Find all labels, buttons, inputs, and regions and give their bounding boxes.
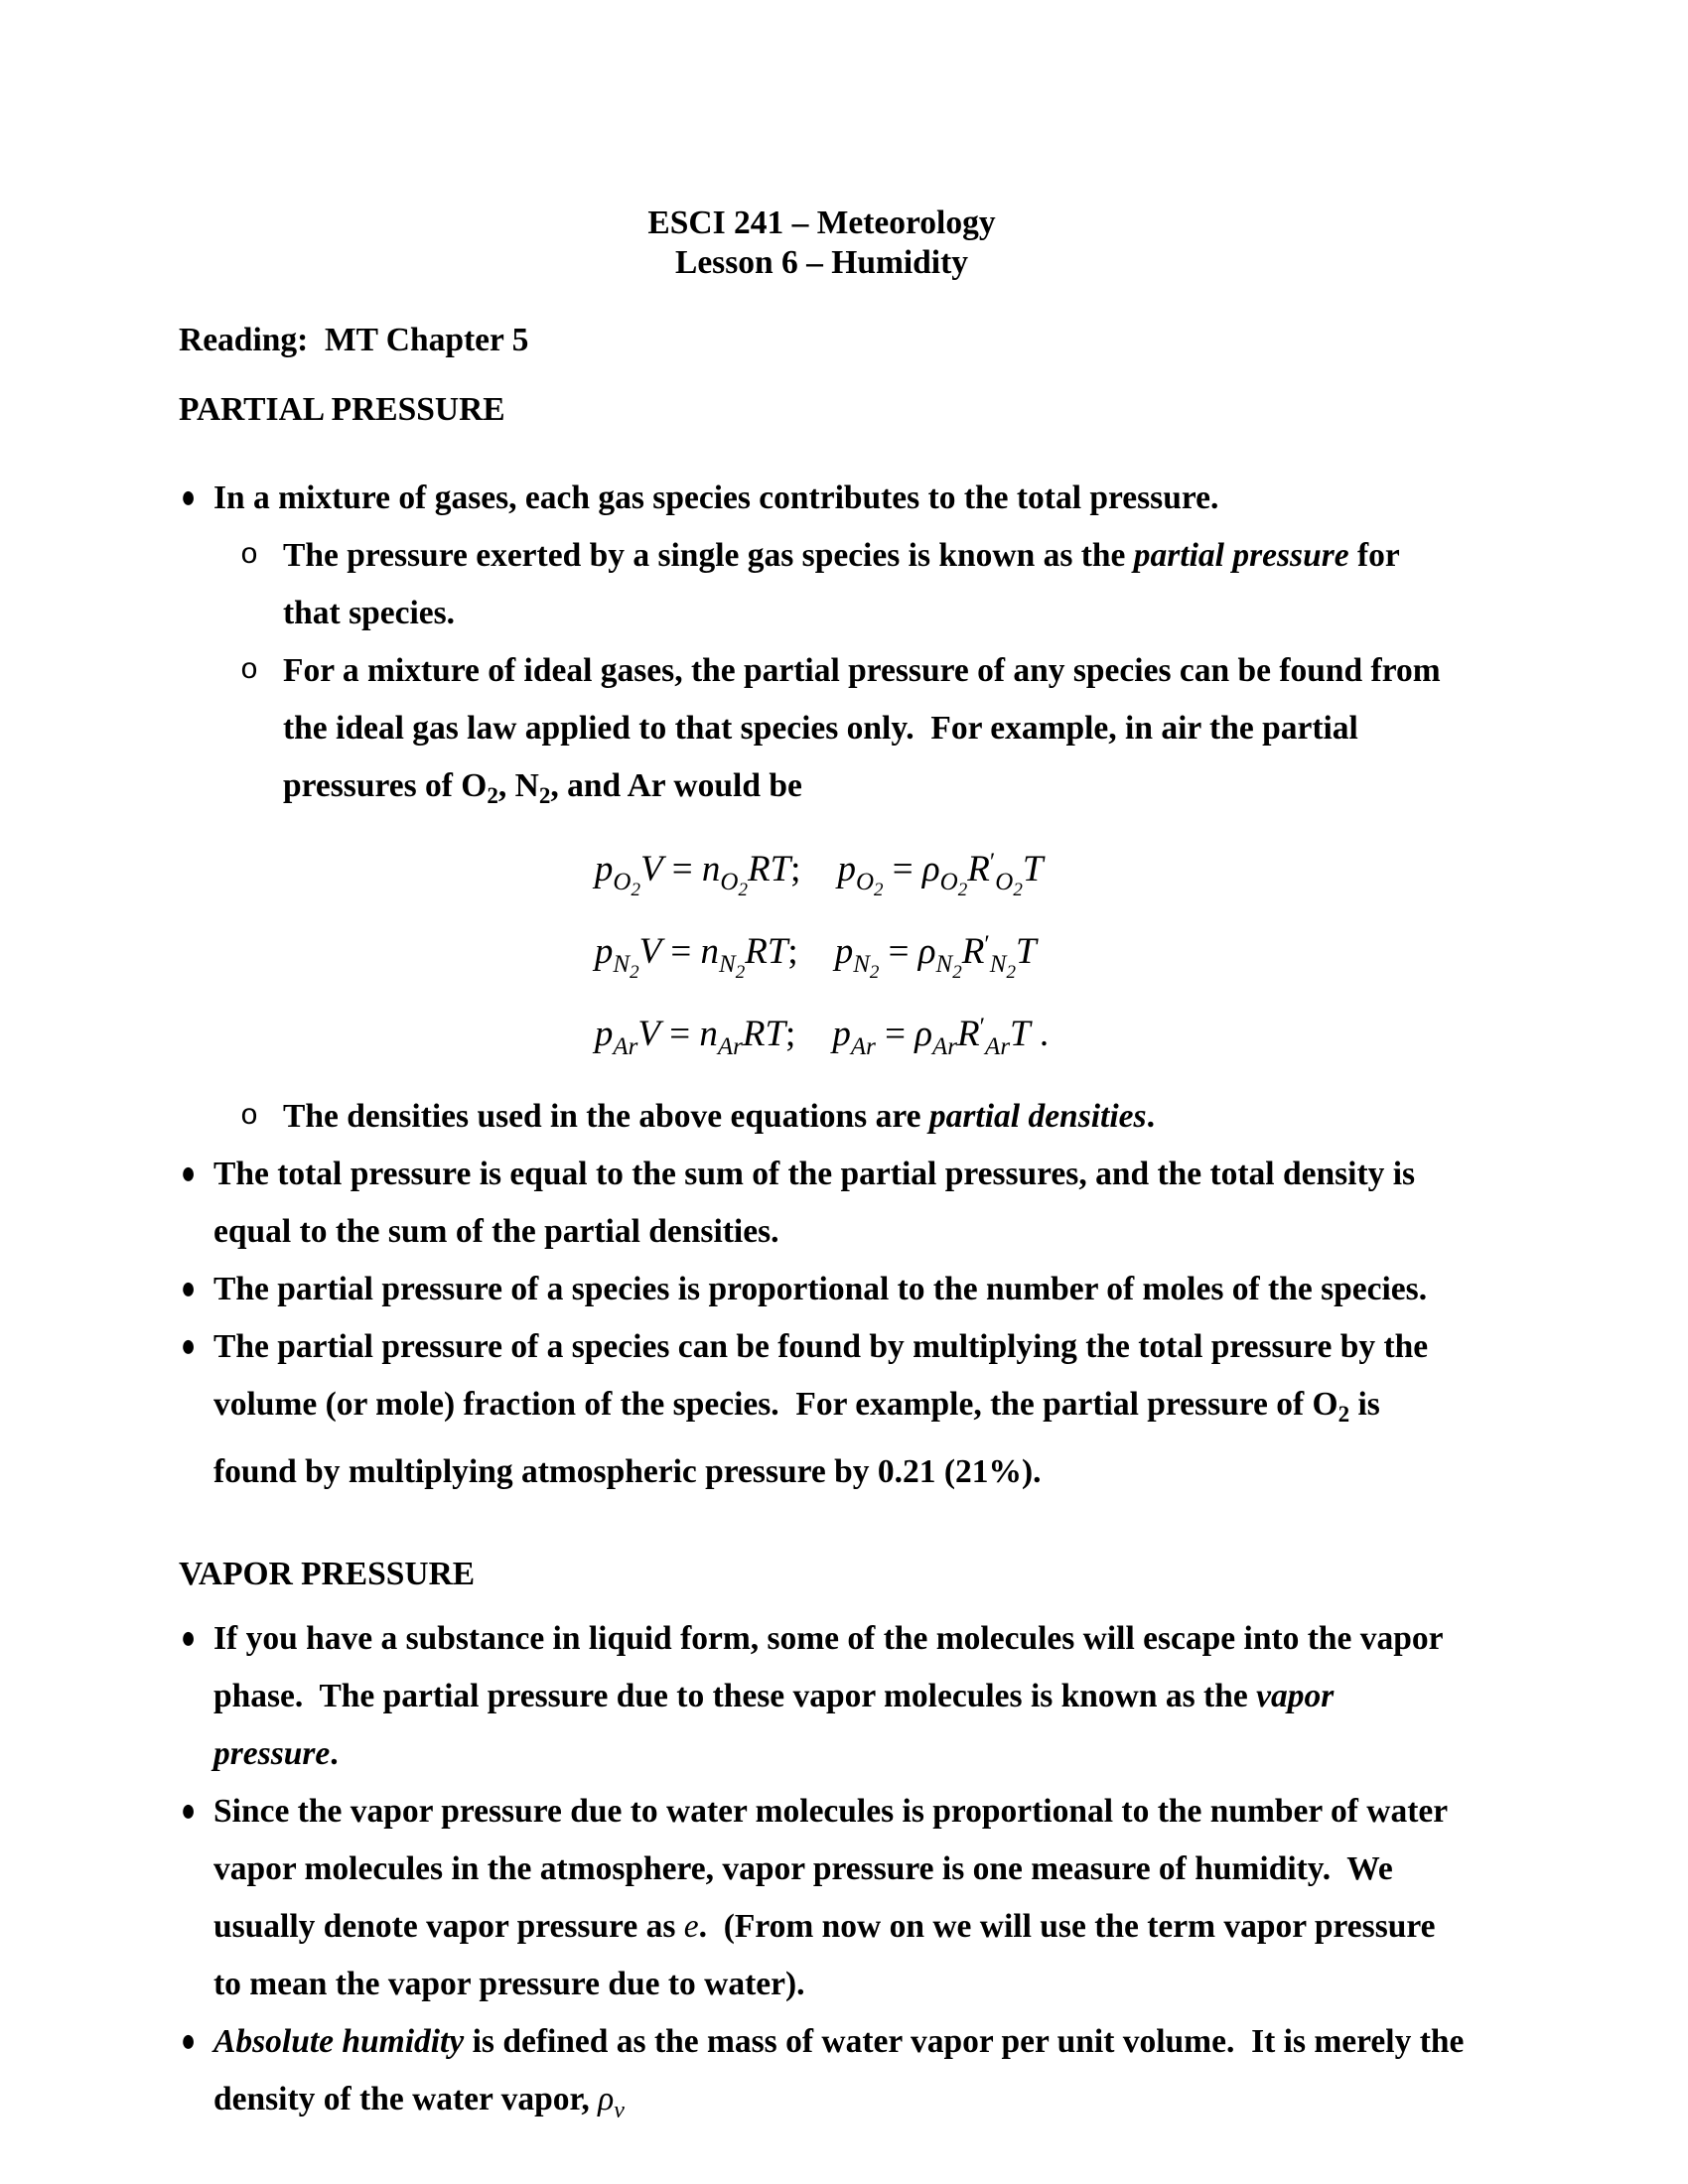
equation-token: T <box>1010 1014 1031 1054</box>
bullet-marker: ● <box>181 1620 197 1656</box>
section-blocks <box>179 1610 1465 2139</box>
sub-bullet-marker: o <box>240 654 259 688</box>
bullet-marker: ● <box>181 1156 197 1191</box>
equation-token: = <box>883 849 922 889</box>
equation-token: R <box>967 849 990 889</box>
bullet-marker: ● <box>181 479 197 515</box>
equation-token: O <box>939 869 958 895</box>
equation-group <box>595 835 1049 1074</box>
section-vapor-pressure <box>179 1555 1465 2139</box>
equation-token: ρ <box>921 849 940 889</box>
equation-token: p <box>837 849 856 889</box>
equation-token: ρ <box>914 1014 932 1054</box>
text-segment: v <box>614 2098 625 2123</box>
equation-token: O <box>720 869 739 895</box>
equation-token: n <box>700 931 720 972</box>
equation-token: N <box>935 951 953 978</box>
equation-token: 2 <box>1013 880 1023 900</box>
text-segment: . <box>330 1735 339 1772</box>
bullet-item <box>179 1146 1465 1261</box>
equation-token: = <box>879 931 918 972</box>
equation-token: ; <box>790 849 801 889</box>
text-segment: . (From now on we will use the term vapor pressure to mean the vapor pressure due to water). <box>213 1908 1436 2002</box>
equation-token: ; <box>785 1014 796 1054</box>
bullet-marker: ● <box>181 2023 197 2059</box>
section-partial-pressure <box>179 390 1465 1501</box>
equation-token: = <box>661 931 701 972</box>
text-segment: , and Ar would be <box>550 767 802 804</box>
equation-token: 2 <box>735 962 746 983</box>
equation-token: O <box>613 869 632 895</box>
equation-token: R <box>956 1014 980 1054</box>
equation-token: 2 <box>957 880 968 900</box>
reading-line: Reading: MT Chapter 5 <box>179 322 529 358</box>
text-segment: Absolute humidity <box>213 2023 465 2060</box>
equation-token: 2 <box>952 962 962 983</box>
text-segment: The total pressure is equal to the sum of the partial pressures, and the total density is equal to the sum of the partial densities. <box>213 1156 1416 1250</box>
equation-token: = <box>662 849 702 889</box>
text-segment: . <box>1146 1098 1155 1135</box>
equation-token: ρ <box>917 931 936 972</box>
equation-token: RT <box>747 849 791 889</box>
equation-token: RT <box>742 1014 786 1054</box>
text-segment: is defined as the mass of water vapor per unit volume. It is merely the density of the water vapor, <box>213 2023 1465 2117</box>
equation-token: p <box>834 931 854 972</box>
equation-token: 2 <box>874 880 884 900</box>
equation-token: Ar <box>850 1033 876 1060</box>
equation-token: ; <box>787 931 798 972</box>
equation-line <box>595 917 1049 1000</box>
equation-token: T <box>1022 849 1044 889</box>
bullet-marker: ● <box>181 1271 197 1306</box>
equation-token: N <box>719 951 736 978</box>
bullet-item <box>179 1610 1465 1783</box>
sub-bullet-item <box>179 642 1465 825</box>
sub-bullet-marker: o <box>240 539 259 573</box>
equation-token: O <box>855 869 875 895</box>
bullet-item <box>179 1783 1465 2013</box>
equation-token: 2 <box>738 880 748 900</box>
equation-token: V <box>639 849 663 889</box>
equation-token: Ar <box>613 1033 638 1060</box>
lesson-title: Lesson 6 – Humidity <box>674 244 969 281</box>
equation-line <box>595 835 1049 917</box>
text-segment: For a mixture of ideal gases, the partial pressure of any species can be found from the ideal gas law applied to that species only. For example, in air the partial pressures of O <box>283 652 1441 804</box>
equation-token: T <box>1015 931 1037 972</box>
bullet-marker: ● <box>181 1328 197 1364</box>
text-segment: In a mixture of gases, each gas species contributes to the total pressure. <box>213 479 1219 516</box>
equation-token: 2 <box>869 962 880 983</box>
bullet-marker: ● <box>181 1793 197 1829</box>
text-segment: ρ <box>598 2081 615 2117</box>
text-segment: , N <box>497 767 539 804</box>
equation-token: Ar <box>931 1033 957 1060</box>
bullet-item <box>179 1318 1465 1501</box>
text-segment: The partial pressure of a species is proportional to the number of moles of the species. <box>213 1271 1428 1307</box>
equation-token: Ar <box>717 1033 743 1060</box>
text-segment: partial densities <box>928 1098 1147 1135</box>
equation-token: p <box>594 931 614 972</box>
equation-line <box>595 1000 1049 1074</box>
text-segment: for that species. <box>283 537 1400 631</box>
document-title <box>179 204 1465 283</box>
equation-token: ′ <box>989 849 996 876</box>
equation-token: N <box>853 951 870 978</box>
sub-bullet-item <box>179 527 1465 642</box>
equation-token: n <box>701 849 721 889</box>
equation-token: 2 <box>630 962 639 983</box>
text-segment: 2 <box>1337 1402 1350 1427</box>
text-segment: Since the vapor pressure due to water molecules is proportional to the number of water vapor molecules in the atmosphere, vapor pressure is one measure of humidity. We usually denote vapor pressure as <box>213 1793 1448 1945</box>
equation-token: N <box>989 951 1007 978</box>
text-segment: is found by multiplying atmospheric pressure by 0.21 (21%). <box>213 1386 1380 1490</box>
equation-token: p <box>594 849 614 889</box>
sub-bullet-marker: o <box>240 1100 259 1134</box>
equation-token: O <box>995 869 1014 895</box>
bullet-item <box>179 2013 1465 2139</box>
equation-token: V <box>637 1014 660 1054</box>
equation-token: 2 <box>631 880 640 900</box>
equation-token: . <box>1030 1014 1050 1054</box>
equation-token <box>798 931 835 972</box>
equation-token: N <box>613 951 631 978</box>
equation-token: n <box>699 1014 718 1054</box>
bullet-item <box>179 1261 1465 1318</box>
sub-bullet-item <box>179 1088 1465 1146</box>
equation-token: Ar <box>985 1033 1011 1060</box>
equation-token: ′ <box>984 931 990 958</box>
text-segment: The densities used in the above equations are <box>283 1098 929 1135</box>
equation-token: = <box>875 1014 915 1054</box>
section-blocks <box>179 470 1465 1501</box>
equation-block <box>179 835 1465 1074</box>
text-segment: The partial pressure of a species can be found by multiplying the total pressure by the volume (or mole) fraction of the species. For example, the partial pressure of O <box>213 1328 1429 1423</box>
equation-token: RT <box>745 931 788 972</box>
equation-token: p <box>832 1014 851 1054</box>
equation-token <box>800 849 837 889</box>
equation-token: R <box>961 931 985 972</box>
equation-token: V <box>638 931 662 972</box>
equation-token: ′ <box>979 1014 986 1040</box>
text-segment: e <box>683 1908 699 1945</box>
bullet-item <box>179 470 1465 527</box>
text-segment: 2 <box>487 783 498 808</box>
course-title: ESCI 241 – Meteorology <box>647 205 996 241</box>
equation-token: p <box>594 1014 614 1054</box>
text-segment: 2 <box>538 783 551 808</box>
text-segment: The pressure exerted by a single gas species is known as the <box>283 537 1134 574</box>
text-segment: partial pressure <box>1133 537 1349 574</box>
section-heading: VAPOR PRESSURE <box>179 1556 476 1592</box>
equation-token: 2 <box>1006 962 1016 983</box>
equation-token <box>795 1014 832 1054</box>
text-segment: If you have a substance in liquid form, some of the molecules will escape into the vapor phase. The partial pressure due to these vapor molecules is known as the <box>213 1620 1443 1714</box>
section-heading: PARTIAL PRESSURE <box>179 391 505 428</box>
equation-token: = <box>659 1014 700 1054</box>
text-segment: vapor pressure <box>213 1678 1335 1772</box>
